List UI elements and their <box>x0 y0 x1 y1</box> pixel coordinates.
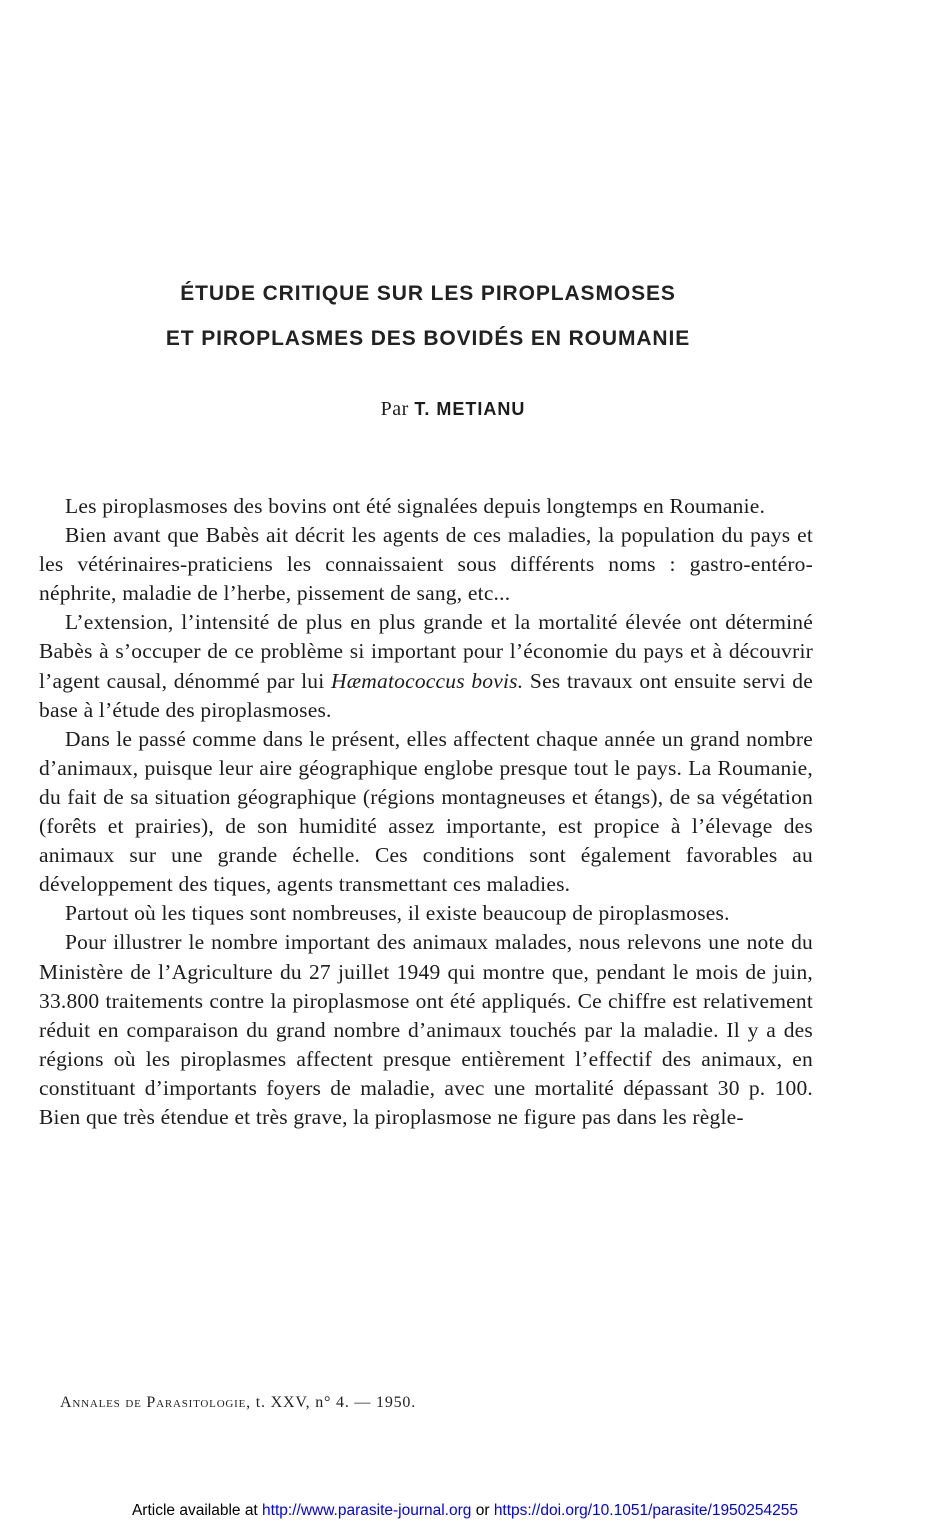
article-title-line-1: ÉTUDE CRITIQUE SUR LES PIROPLASMOSES <box>180 282 676 305</box>
paragraph-5: Partout où les tiques sont nombreuses, il existe beaucoup de piroplasmoses. <box>65 901 730 926</box>
paragraph-1: Les piroplasmoses des bovins ont été signalées depuis longtemps en Roumanie. <box>65 494 766 518</box>
author-name: T. METIANU <box>414 399 526 419</box>
species-name: Hæmatococcus bovis. <box>331 668 524 693</box>
paragraph-2: Bien avant que Babès ait décrit les agents de ces maladies, la population du pays et les vétérinaires-praticiens les connaissaient sous différents noms : gastro-entéro-néphrite, maladie de l’herbe, pissement de sang, etc... <box>39 523 813 606</box>
doi-link[interactable]: https://doi.org/10.1051/parasite/1950254255 <box>493 1502 799 1519</box>
journal-details: , t. XXV, n° 4. — 1950. <box>246 1394 417 1411</box>
availability-prefix: Article available at <box>131 1502 263 1519</box>
article-title-line-2: ET PIROPLASMES DES BOVIDÉS EN ROUMANIE <box>165 327 691 350</box>
paragraph-3-text-a: L’extension, l’intensité de plus en plus grande et la mortalité élevée ont déterminé Babès à s’occuper de ce problème si important pour l’économie du pays et à découvrir l’agent causal, dénommé par lui <box>39 610 813 693</box>
availability-notice <box>0 1502 930 1520</box>
paragraph-3-text-b: Ses travaux ont ensuite servi de base à l’étude des piroplasmoses. <box>39 668 813 722</box>
byline-prefix: Par <box>380 398 409 420</box>
journal-name: Annales de Parasitologie <box>60 1394 247 1411</box>
journal-reference <box>60 1394 416 1412</box>
journal-website-link[interactable]: http://www.parasite-journal.org <box>262 1502 472 1519</box>
paragraph-6: Pour illustrer le nombre important des animaux malades, nous relevons une note du Ministère de l’Agriculture du 27 juillet 1949 qui montre que, pendant le mois de juin, 33.800 traitements contre la piroplasmose ont été appliqués. Ce chiffre est relativement réduit en comparaison du grand nombre d’animaux touchés par la maladie. Il y a des régions où les piroplasmes affectent presque entièrement l’effectif des animaux, en constituant d’importants foyers de maladie, avec une mortalité dépassant 30 p. 100. Bien que très étendue et très grave, la piroplasmose ne figure pas dans les règle- <box>39 930 813 1129</box>
availability-middle: or <box>471 1502 494 1519</box>
paragraph-3 <box>39 608 813 724</box>
byline <box>40 398 866 421</box>
article-body <box>39 492 813 1132</box>
paragraph-4: Dans le passé comme dans le présent, elles affectent chaque année un grand nombre d’animaux, puisque leur aire géographique englobe presque tout le pays. La Roumanie, du fait de sa situation géographique (régions montagneuses et étangs), de sa végétation (forêts et prairies), de son humidité assez importante, est propice à l’élevage des animaux sur une grande échelle. Ces conditions sont également favorables au développement des tiques, agents transmettant ces maladies. <box>39 726 813 897</box>
